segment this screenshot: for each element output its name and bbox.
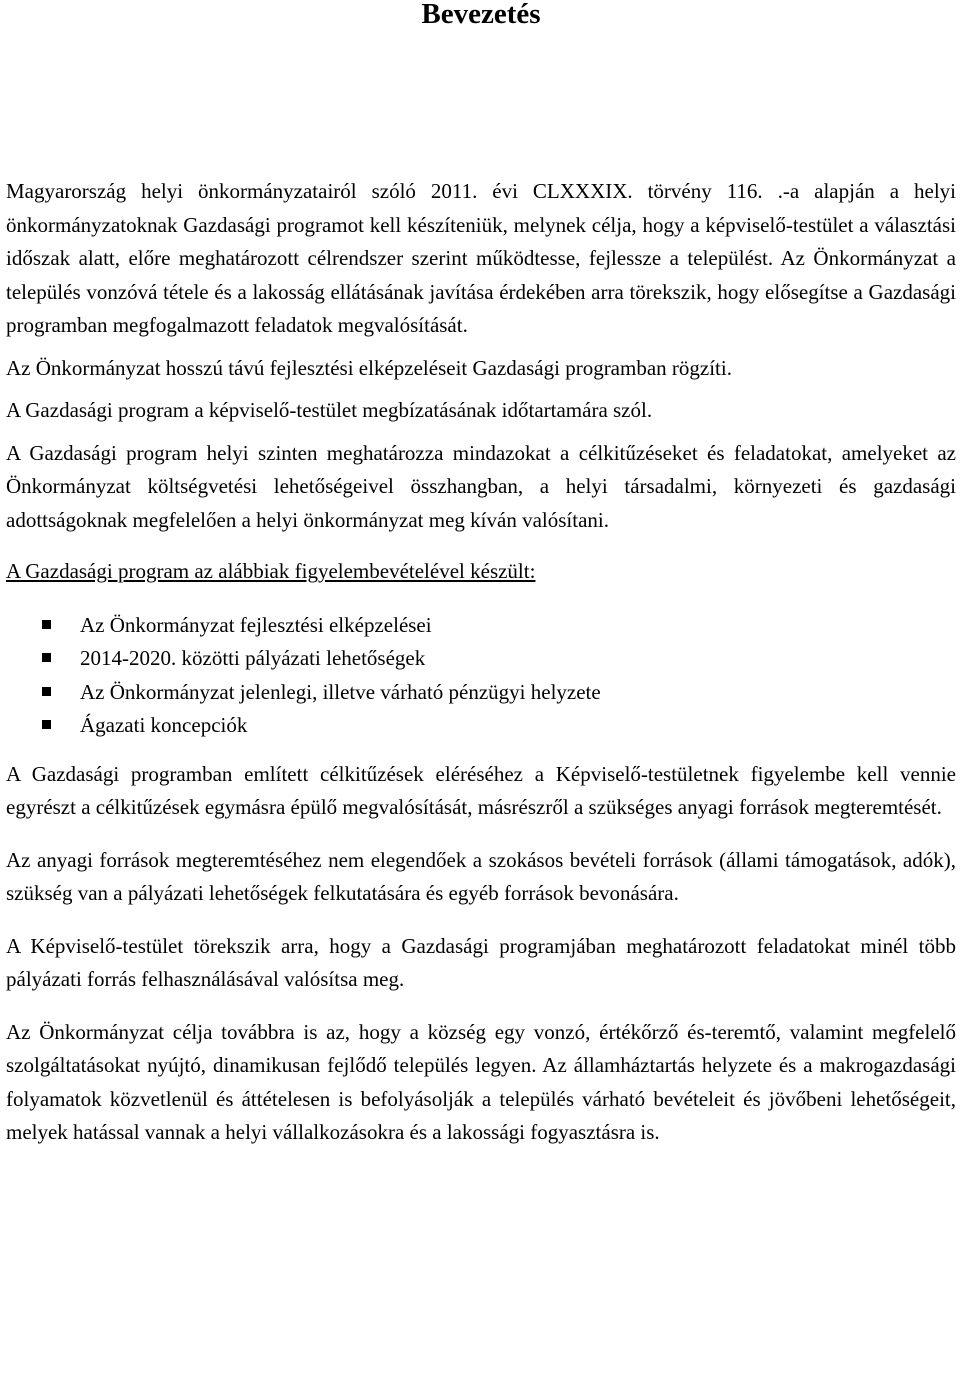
- square-bullet-icon: [42, 687, 51, 696]
- list-item-text: Az Önkormányzat fejlesztési elképzelései: [80, 612, 432, 637]
- paragraph-funding: Az anyagi források megteremtéséhez nem elegendőek a szokásos bevételi források (állami támogatások, adók), szükség van a pályázati lehetőségek felkutatására és egyéb források bevonására.: [6, 847, 956, 905]
- document-page: [6, 0, 956, 1150]
- paragraph-determines: A Gazdasági program helyi szinten meghatározza mindazokat a célkitűzéseket és feladatokat, amelyeket az Önkormányzat költségvetési lehetőségeivel összhangban, a helyi társadalmi, környezeti és gazdasági adottságoknak megfelelően a helyi önkormányzat meg kíván valósítani.: [6, 440, 956, 532]
- paragraph-tenders: A Képviselő-testület törekszik arra, hogy a Gazdasági programjában meghatározott feladatokat minél több pályázati forrás felhasználásával valósítsa meg.: [6, 933, 956, 991]
- paragraph-achieve-goals: A Gazdasági programban említett célkitűzések eléréséhez a Képviselő-testületnek figyelembe kell vennie egyrészt a célkitűzések egymásra épülő megvalósítását, másrészről a szükséges anyagi források megteremtését.: [6, 761, 956, 819]
- list-item: [6, 642, 956, 676]
- square-bullet-icon: [42, 720, 51, 729]
- list-item: [6, 709, 956, 743]
- considerations-heading-text: A Gazdasági program az alábbiak figyelembevételével készült:: [6, 559, 536, 583]
- list-item-text: Ágazati koncepciók: [80, 713, 248, 737]
- paragraph-aim: Az Önkormányzat célja továbbra is az, hogy a község egy vonzó, értékőrző és-teremtő, valamint megfelelő szolgáltatásokat nyújtó, dinamikusan fejlődő település legyen. Az államháztartás helyzete és a makrogazdasági folyamatok közvetlenül és áttételesen is befolyásolják a település várható bevételeit és jövőbeni lehetőségeit, melyek hatással vannak a helyi vállalkozásokra és a lakossági fogyasztásra is.: [6, 1019, 956, 1144]
- square-bullet-icon: [42, 653, 51, 662]
- list-item: [6, 676, 956, 710]
- paragraph-long-term: Az Önkormányzat hosszú távú fejlesztési elképzeléseit Gazdasági programban rögzíti.: [6, 355, 732, 380]
- considerations-heading: [6, 555, 956, 589]
- paragraph-duration: A Gazdasági program a képviselő-testület megbízatásának időtartamára szól.: [6, 398, 653, 422]
- list-item-text: 2014-2020. közötti pályázati lehetőségek: [80, 646, 426, 670]
- considerations-list: [6, 609, 956, 743]
- paragraph-intro: Magyarország helyi önkormányzatairól szóló 2011. évi CLXXXIX. törvény 116. .-a alapján a helyi önkormányzatoknak Gazdasági programot kell készíteniük, melynek célja, hogy a képviselő-testület a választási időszak alatt, előre meghatározott célrendszer szerint működtesse, fejlessze a települést. Az Önkormányzat a település vonzóvá tétele és a lakosság ellátásának javítása érdekében arra törekszik, hogy elősegítse a Gazdasági programban megfogalmazott feladatok megvalósítását.: [6, 179, 956, 337]
- page-title: Bevezetés: [421, 0, 541, 30]
- list-item-text: Az Önkormányzat jelenlegi, illetve várható pénzügyi helyzete: [80, 679, 601, 704]
- square-bullet-icon: [42, 620, 51, 629]
- list-item: [6, 609, 956, 643]
